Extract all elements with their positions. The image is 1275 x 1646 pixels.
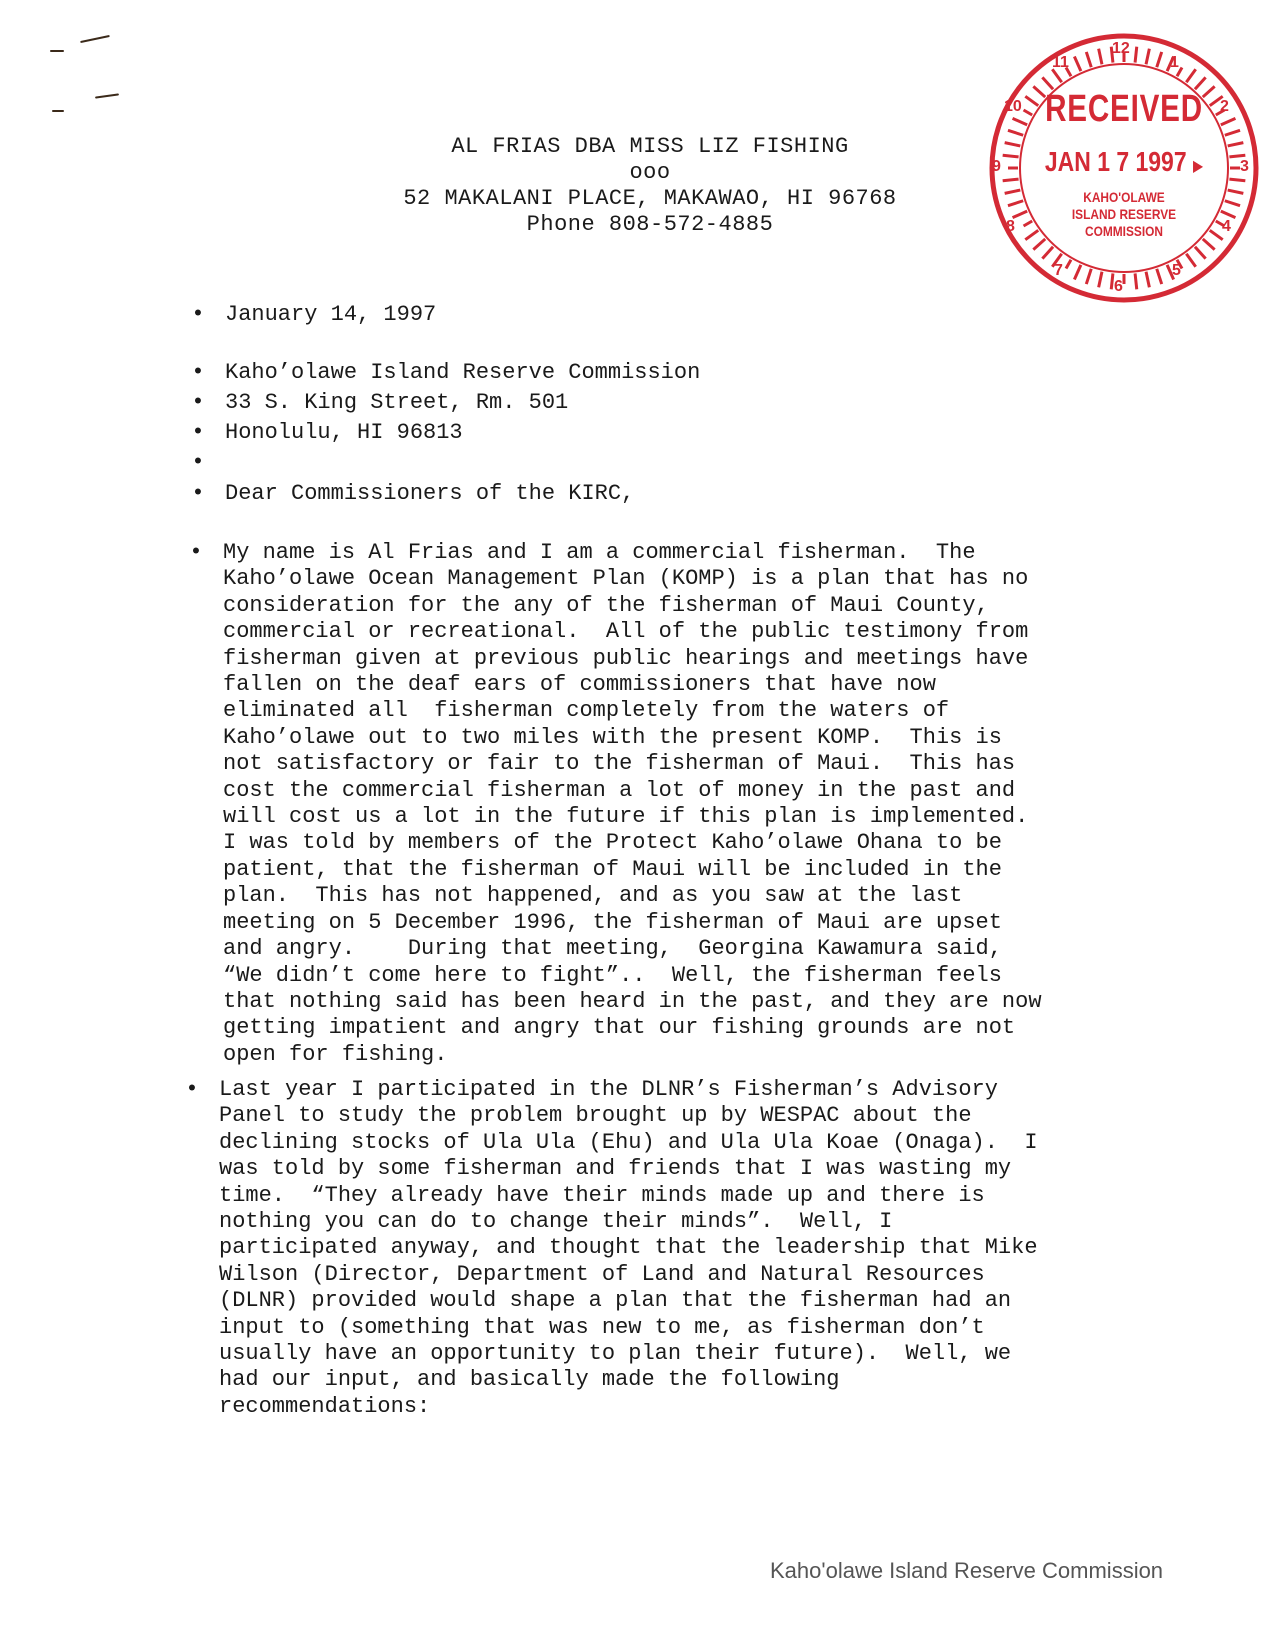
stamp-tick <box>1033 239 1045 250</box>
letterhead-address: 52 MAKALANI PLACE, MAKAWAO, HI 96768 <box>403 186 897 211</box>
paragraph-line: My name is Al Frias and I am a commercial fisherman. The <box>223 540 976 565</box>
body-paragraph-2 <box>177 1077 1157 1420</box>
stamp-tick <box>1086 269 1091 284</box>
paragraph-line: I was told by members of the Protect Kaho’olawe Ohana to be <box>223 830 1002 856</box>
bullet-icon: • <box>191 302 205 327</box>
recipient-line: Honolulu, HI 96813 <box>225 420 463 445</box>
paragraph-line: Panel to study the problem brought up by WESPAC about the <box>219 1103 972 1129</box>
stamp-clock-number: 11 <box>1052 54 1069 71</box>
paragraph-line: “We didn’t come here to fight”.. Well, the fisherman feels <box>223 962 1002 988</box>
paragraph-line: Last year I participated in the DLNR’s Fisherman’s Advisory <box>219 1077 998 1102</box>
stamp-tick <box>1111 273 1113 289</box>
stamp-tick <box>1066 260 1071 269</box>
stamp-clock-number: 12 <box>1112 40 1130 57</box>
paragraph-line: input to (something that was new to me, as fisherman don’t <box>219 1314 985 1340</box>
stamp-clock-number: 8 <box>1006 218 1015 235</box>
letterhead-phone: Phone 808-572-4885 <box>526 212 774 237</box>
stamp-tick <box>1086 52 1091 67</box>
stamp-clock-number: 6 <box>1114 278 1123 295</box>
paragraph-line: open for fishing. <box>223 1041 448 1067</box>
bullet-icon: • <box>191 450 205 475</box>
paragraph-line: participated anyway, and thought that the leadership that Mike <box>219 1235 1038 1261</box>
stamp-org-line: ISLAND RESERVE <box>1071 206 1177 222</box>
stamp-received-label: RECEIVED <box>1045 88 1203 130</box>
stamp-tick <box>1157 52 1162 67</box>
bullet-icon: • <box>191 360 205 385</box>
scan-mark <box>80 35 110 43</box>
paragraph-line: Kaho’olawe Ocean Management Plan (KOMP) is a plan that has no <box>223 566 1029 592</box>
paragraph-line: time. “They already have their minds made up and there is <box>219 1182 985 1208</box>
paragraph-line: declining stocks of Ula Ula (Ehu) and Ula Ula Koae (Onaga). I <box>219 1129 1038 1155</box>
paragraph-line: Kaho’olawe out to two miles with the present KOMP. This is <box>223 724 1002 750</box>
letterhead-name: AL FRIAS DBA MISS LIZ FISHING <box>451 134 849 159</box>
stamp-tick <box>1042 247 1053 259</box>
stamp-tick <box>1186 254 1195 267</box>
salutation-block <box>183 481 1163 507</box>
stamp-arrow-icon: ▶ <box>1192 158 1204 175</box>
stamp-tick <box>1229 179 1245 181</box>
stamp-clock-number: 7 <box>1054 262 1063 279</box>
stamp-tick <box>1146 272 1149 288</box>
paragraph-line: Wilson (Director, Department of Land and Natural Resources <box>219 1261 985 1287</box>
stamp-date <box>1009 146 1239 178</box>
paragraph-line: plan. This has not happened, and as you saw at the last <box>223 883 963 909</box>
stamp-tick <box>1074 57 1081 72</box>
paragraph-line: eliminated all fisherman completely from the waters of <box>223 698 950 724</box>
recipient-line: 33 S. King Street, Rm. 501 <box>225 390 569 415</box>
scan-mark <box>52 110 64 112</box>
paragraph-line: had our input, and basically made the following <box>219 1367 840 1393</box>
stamp-tick <box>1225 130 1240 135</box>
bullet-icon: • <box>189 540 203 565</box>
paragraph-line: nothing you can do to change their minds”. Well, I <box>219 1209 893 1235</box>
body-paragraph-1 <box>181 540 1161 1068</box>
stamp-clock-number: 5 <box>1172 262 1181 279</box>
paragraph-line: getting impatient and angry that our fishing grounds are not <box>223 1015 1016 1041</box>
stamp-tick <box>1135 47 1137 63</box>
stamp-tick <box>1186 69 1195 82</box>
paragraph-line: not satisfactory or fair to the fisherman of Maui. This has <box>223 751 1016 777</box>
bullet-icon: • <box>191 390 205 415</box>
recipient-line: Kaho’olawe Island Reserve Commission <box>225 360 701 385</box>
letter-date-block <box>183 302 1163 328</box>
paragraph-line: and angry. During that meeting, Georgina Kawamura said, <box>223 936 1002 962</box>
paragraph-line: cost the commercial fisherman a lot of money in the past and <box>223 777 1016 803</box>
stamp-clock-number: 3 <box>1240 158 1249 175</box>
bullet-icon: • <box>191 481 205 506</box>
stamp-tick <box>1157 269 1162 284</box>
stamp-org-line: COMMISSION <box>1084 223 1164 239</box>
stamp-tick <box>1203 239 1215 250</box>
paragraph-line: commercial or recreational. All of the public testimony from <box>223 619 1029 645</box>
scan-mark <box>95 93 119 98</box>
stamp-clock-number: 9 <box>992 158 1001 175</box>
stamp-tick <box>1146 49 1149 65</box>
stamp-clock-number: 4 <box>1222 218 1231 235</box>
paragraph-line: fallen on the deaf ears of commissioners that have now <box>223 672 936 698</box>
paragraph-line: (DLNR) provided would shape a plan that the fisherman had an <box>219 1288 1012 1314</box>
letter-date: January 14, 1997 <box>225 302 437 327</box>
paragraph-line: fisherman given at previous public hearings and meetings have <box>223 645 1029 671</box>
paragraph-line: was told by some fisherman and friends that I was wasting my <box>219 1156 1012 1182</box>
stamp-tick <box>1195 247 1206 259</box>
stamp-organization <box>1005 189 1243 240</box>
bullet-icon: • <box>191 420 205 445</box>
paragraph-line: usually have an opportunity to plan their future). Well, we <box>219 1341 1012 1367</box>
archive-watermark: Kaho'olawe Island Reserve Commission <box>770 1558 1164 1583</box>
stamp-org-line: KAHO'OLAWE <box>1083 189 1165 205</box>
paragraph-lines <box>223 540 1161 1068</box>
paragraph-line: will cost us a lot in the future if this plan is implemented. <box>223 804 1029 830</box>
stamp-clock-number: 10 <box>1004 98 1022 115</box>
stamp-tick <box>1099 49 1102 65</box>
paragraph-line: that nothing said has been heard in the past, and they are now <box>223 988 1042 1014</box>
stamp-tick <box>1099 272 1102 288</box>
paragraph-line: consideration for the any of the fisherman of Maui County, <box>223 592 989 618</box>
stamp-clock-number: 1 <box>1170 54 1179 71</box>
paragraph-line: meeting on 5 December 1996, the fisherman of Maui are upset <box>223 909 1002 935</box>
stamp-tick <box>1008 130 1023 135</box>
paragraph-line: recommendations: <box>219 1393 431 1419</box>
stamp-clock-number: 2 <box>1220 98 1229 115</box>
letterhead <box>350 134 950 238</box>
received-stamp <box>984 28 1264 308</box>
salutation: Dear Commissioners of the KIRC, <box>225 481 635 506</box>
stamp-tick <box>1135 273 1137 289</box>
scan-mark <box>50 50 64 52</box>
stamp-date-text: JAN 1 7 1997 <box>1044 146 1187 177</box>
paragraph-lines <box>219 1077 1157 1420</box>
stamp-tick <box>1074 265 1081 280</box>
letterhead-separator: ooo <box>629 160 671 185</box>
bullet-icon: • <box>185 1077 199 1102</box>
recipient-address <box>183 360 1163 480</box>
stamp-tick <box>1003 179 1019 181</box>
paragraph-line: patient, that the fisherman of Maui will be included in the <box>223 856 1002 882</box>
